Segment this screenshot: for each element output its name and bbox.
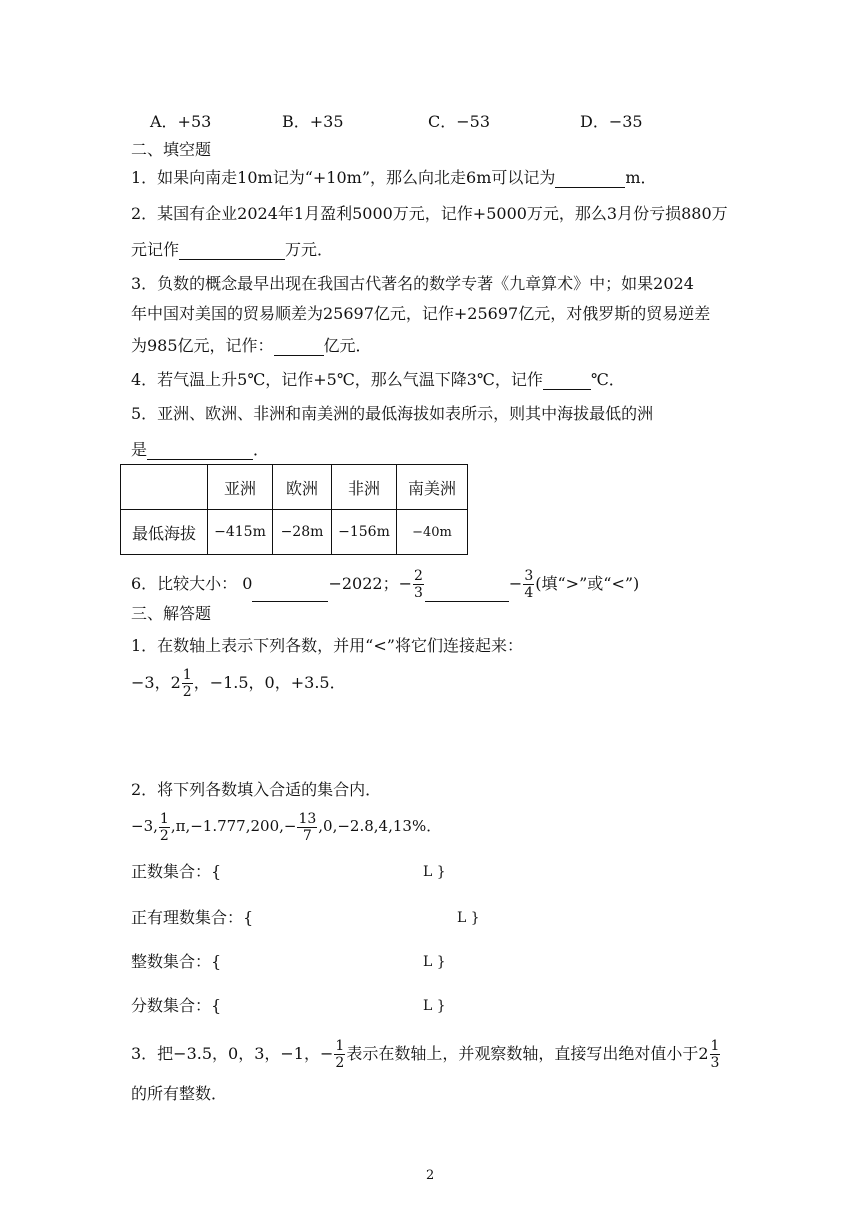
fill-q6-mid1: −2022；−	[328, 574, 412, 593]
fill-q4	[131, 370, 625, 390]
fill-q2-pre: 元记作	[131, 240, 180, 259]
set-label: 正数集合：{	[131, 862, 222, 881]
set-label: 分数集合：{	[131, 996, 222, 1015]
fill-q1-unit: m．	[625, 168, 657, 187]
section-2-title: 二、填空题	[131, 140, 212, 159]
fraction-denominator: 7	[302, 827, 312, 844]
fraction	[413, 568, 424, 601]
fill-q5-line1: 5．亚洲、欧洲、非洲和南美洲的最低海拔如表所示，则其中海拔最低的洲	[131, 404, 654, 423]
fill-q6-mid2: −	[508, 574, 523, 593]
solve-q3-pre: 3．把−3.5，0，3，−1，−	[131, 1044, 334, 1063]
solve-q2-nums-post: ,0,−2.8,4,13%．	[318, 817, 442, 835]
solve-q3-mid: 表示在数轴上，并观察数轴，直接写出绝对值小于2	[346, 1044, 709, 1063]
fill-q6-post: (填“>”或“<”)	[535, 574, 640, 593]
answer-blank	[543, 373, 591, 390]
table-cell: −415m	[208, 510, 273, 555]
fill-q1	[131, 168, 657, 188]
set-ellipsis: L }	[423, 998, 446, 1014]
table-header-row	[121, 465, 468, 510]
fill-q6	[131, 566, 639, 602]
table-cell: 亚洲	[208, 465, 273, 510]
answer-blank	[555, 171, 625, 188]
section-3-title: 三、解答题	[131, 604, 212, 623]
fraction-denominator: 4	[524, 585, 534, 601]
fraction	[159, 811, 170, 844]
fill-q2-post: 万元．	[285, 240, 334, 259]
solve-q2-numbers	[131, 806, 441, 846]
solve-q1-text: 1．在数轴上表示下列各数，并用“<”将它们连接起来：	[131, 636, 523, 655]
table-cell: −28m	[273, 510, 332, 555]
fill-q3-line3	[131, 336, 372, 356]
fraction-denominator: 2	[335, 1055, 345, 1071]
set-label: 正有理数集合：{	[131, 908, 254, 927]
answer-blank	[425, 585, 509, 602]
set-fraction	[131, 996, 461, 1016]
solve-q1-nums-pre: −3，2	[131, 673, 181, 692]
set-positive	[131, 862, 461, 882]
solve-q1-numbers	[131, 664, 346, 702]
fraction-denominator: 3	[414, 585, 423, 601]
fraction-numerator: 1	[710, 1038, 720, 1054]
fill-q2-line1: 2．某国有企业2024年1月盈利5000万元，记作+5000万元，那么3月份亏损880万	[131, 204, 728, 223]
fill-q4-post: ℃．	[590, 370, 625, 389]
fraction	[182, 667, 193, 700]
solve-q3-line1	[131, 1034, 721, 1074]
answer-blank	[274, 339, 324, 356]
set-integer	[131, 952, 461, 972]
option-d: D．−35	[580, 112, 643, 131]
fraction	[297, 811, 317, 844]
fill-q4-pre: 4．若气温上升5℃，记作+5℃，那么气温下降3℃，记作	[131, 370, 543, 389]
fraction-numerator: 1	[182, 667, 192, 683]
solve-q3-line2: 的所有整数．	[131, 1084, 228, 1103]
fraction-denominator: 2	[159, 827, 169, 844]
fraction	[334, 1038, 345, 1071]
option-a: A．+53	[150, 112, 212, 131]
fraction-numerator: 2	[414, 568, 423, 584]
page-number: 2	[426, 1168, 435, 1183]
solve-q2-nums-mid: ,π,−1.777,200,−	[170, 817, 297, 835]
fraction-numerator: 1	[159, 810, 169, 827]
table-cell: 最低海拔	[121, 510, 208, 555]
fraction-numerator: 1	[335, 1038, 345, 1054]
fraction	[710, 1038, 721, 1071]
option-c: C．−53	[428, 112, 491, 131]
fill-q3-pre: 为985亿元，记作：	[131, 336, 274, 355]
fill-q5-pre: 是	[131, 440, 148, 459]
table-cell: 南美洲	[397, 465, 468, 510]
fraction-denominator: 2	[182, 684, 192, 700]
set-label: 整数集合：{	[131, 952, 222, 971]
solve-q2-nums-pre: −3,	[131, 817, 158, 835]
answer-blank	[147, 443, 253, 460]
fill-q3-line2: 年中国对美国的贸易顺差为25697亿元，记作+25697亿元，对俄罗斯的贸易逆差	[131, 304, 711, 323]
fraction-numerator: 13	[298, 810, 317, 827]
table-row	[121, 510, 468, 555]
fill-q5-post: ．	[253, 440, 270, 459]
table-cell: 非洲	[332, 465, 397, 510]
table-cell: −156m	[332, 510, 397, 555]
fill-q3-post: 亿元．	[323, 336, 372, 355]
set-ellipsis: L }	[457, 910, 480, 926]
solve-q1-nums-post: ，−1.5，0，+3.5．	[193, 673, 346, 692]
fill-q6-pre: 6．比较大小： 0	[131, 574, 253, 593]
fill-q1-text: 1．如果向南走10m记为“+10m”，那么向北走6m可以记为	[131, 168, 556, 187]
fraction-denominator: 3	[710, 1055, 720, 1071]
fill-q2-line2	[131, 240, 333, 260]
option-b: B．+35	[282, 112, 344, 131]
answer-blank	[179, 243, 285, 260]
fill-q3-line1: 3．负数的概念最早出现在我国古代著名的数学专著《九章算术》中；如果2024	[131, 274, 694, 293]
fraction-numerator: 3	[524, 568, 534, 584]
answer-blank	[252, 585, 328, 602]
set-ellipsis: L }	[423, 864, 446, 880]
table-cell	[121, 465, 208, 510]
fraction	[523, 568, 534, 601]
set-positive-rational	[131, 908, 491, 928]
altitude-table	[120, 464, 468, 555]
set-ellipsis: L }	[423, 954, 446, 970]
table-cell: −40m	[397, 510, 468, 555]
solve-q2-text: 2．将下列各数填入合适的集合内．	[131, 780, 382, 799]
fill-q5-line2	[131, 440, 269, 460]
table-cell: 欧洲	[273, 465, 332, 510]
